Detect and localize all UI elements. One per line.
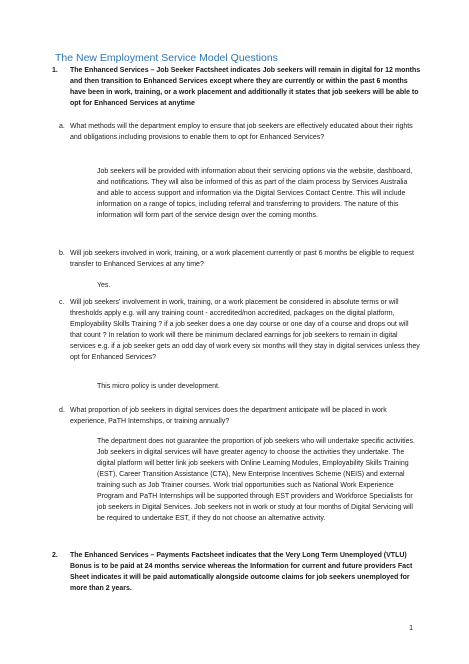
- answer-text: This micro policy is under development.: [97, 383, 220, 390]
- question-number: 2.: [52, 552, 58, 559]
- page-number: 1: [409, 625, 413, 632]
- answer-text: Job seekers will be provided with information about their servicing options via the website, dashboard, and notifications. They will also be informed of this as part of the claim process by Services Australia and able to access support and information via the Digital Services Contact Centre. This will include information on a range of topics, including referral and transferring to providers. The nature of this information will form part of the service design over the coming months.: [97, 168, 413, 219]
- answer-text: The department does not guarantee the proportion of job seekers who will undertake specific activities. Job seekers in digital services will have greater agency to choose the activities they undertake. The digital platform will better link job seekers with Online Learning Modules, Employability Skills Training (EST), Career Transition Assistance (CTA), New Enterprise Incentives Scheme (NEIS) and external training such as Job Trainer courses. Work trial opportunities such as National Work Experience Program and PaTH Internships will be supported through EST providers and Workforce Specialists for job seekers in Digital Services. Job seekers not in work or study at four months of Digital Servicing will be required to undertake EST, if they do not choose an alternative activity.: [97, 438, 415, 522]
- subquestion-letter: c.: [59, 299, 65, 306]
- subquestion-letter: a.: [59, 123, 65, 130]
- subquestion-letter: b.: [59, 250, 65, 257]
- question-text: The Enhanced Services – Job Seeker Factsheet indicates Job seekers will remain in digital for 12 months and then transition to Enhanced Services except where they are currently or within the past 6 months have been in work, training, or a work placement and additionally it states that job seekers will be able to opt for Enhanced Services at anytime: [70, 67, 421, 107]
- answer-text: Yes.: [97, 282, 111, 289]
- subquestion-text: What methods will the department employ to ensure that job seekers are effectively educated about their rights and obligations including provisions to enable them to opt for Enhanced Services?: [70, 123, 413, 141]
- subquestion-text: What proportion of job seekers in digital services does the department anticipate will be placed in work experience, PaTH Internships, or training annually?: [70, 407, 387, 425]
- subquestion-letter: d.: [59, 407, 65, 414]
- subquestion-text: Will job seekers involved in work, training, or a work placement currently or past 6 months be eligible to request transfer to Enhanced Services at any time?: [70, 250, 414, 268]
- question-text: The Enhanced Services – Payments Factsheet indicates that the Very Long Term Unemployed (VTLU) Bonus is to be paid at 24 months service whereas the Information for current and future providers Fact Sheet indicates it will be paid automatically alongside outcome claims for job seekers unemployed for more than 2 years.: [70, 552, 413, 592]
- page-title: The New Employment Service Model Questions: [55, 52, 278, 64]
- question-number: 1.: [52, 67, 58, 74]
- subquestion-text: Will job seekers' involvement in work, training, or a work placement be considered in absolute terms or will thresholds apply e.g. will any training count - accredited/non accredited, packages on the digital platform, Employability Skills Training ? if a job seeker does a one day course or one day of a course and drops out will that count ? In relation to work will there be minimum declared earnings for job seekers to remain in digital services e.g. if a job seeker gets an odd day of work every six months will they stay in digital services unless they opt for Enhanced Services?: [70, 299, 420, 361]
